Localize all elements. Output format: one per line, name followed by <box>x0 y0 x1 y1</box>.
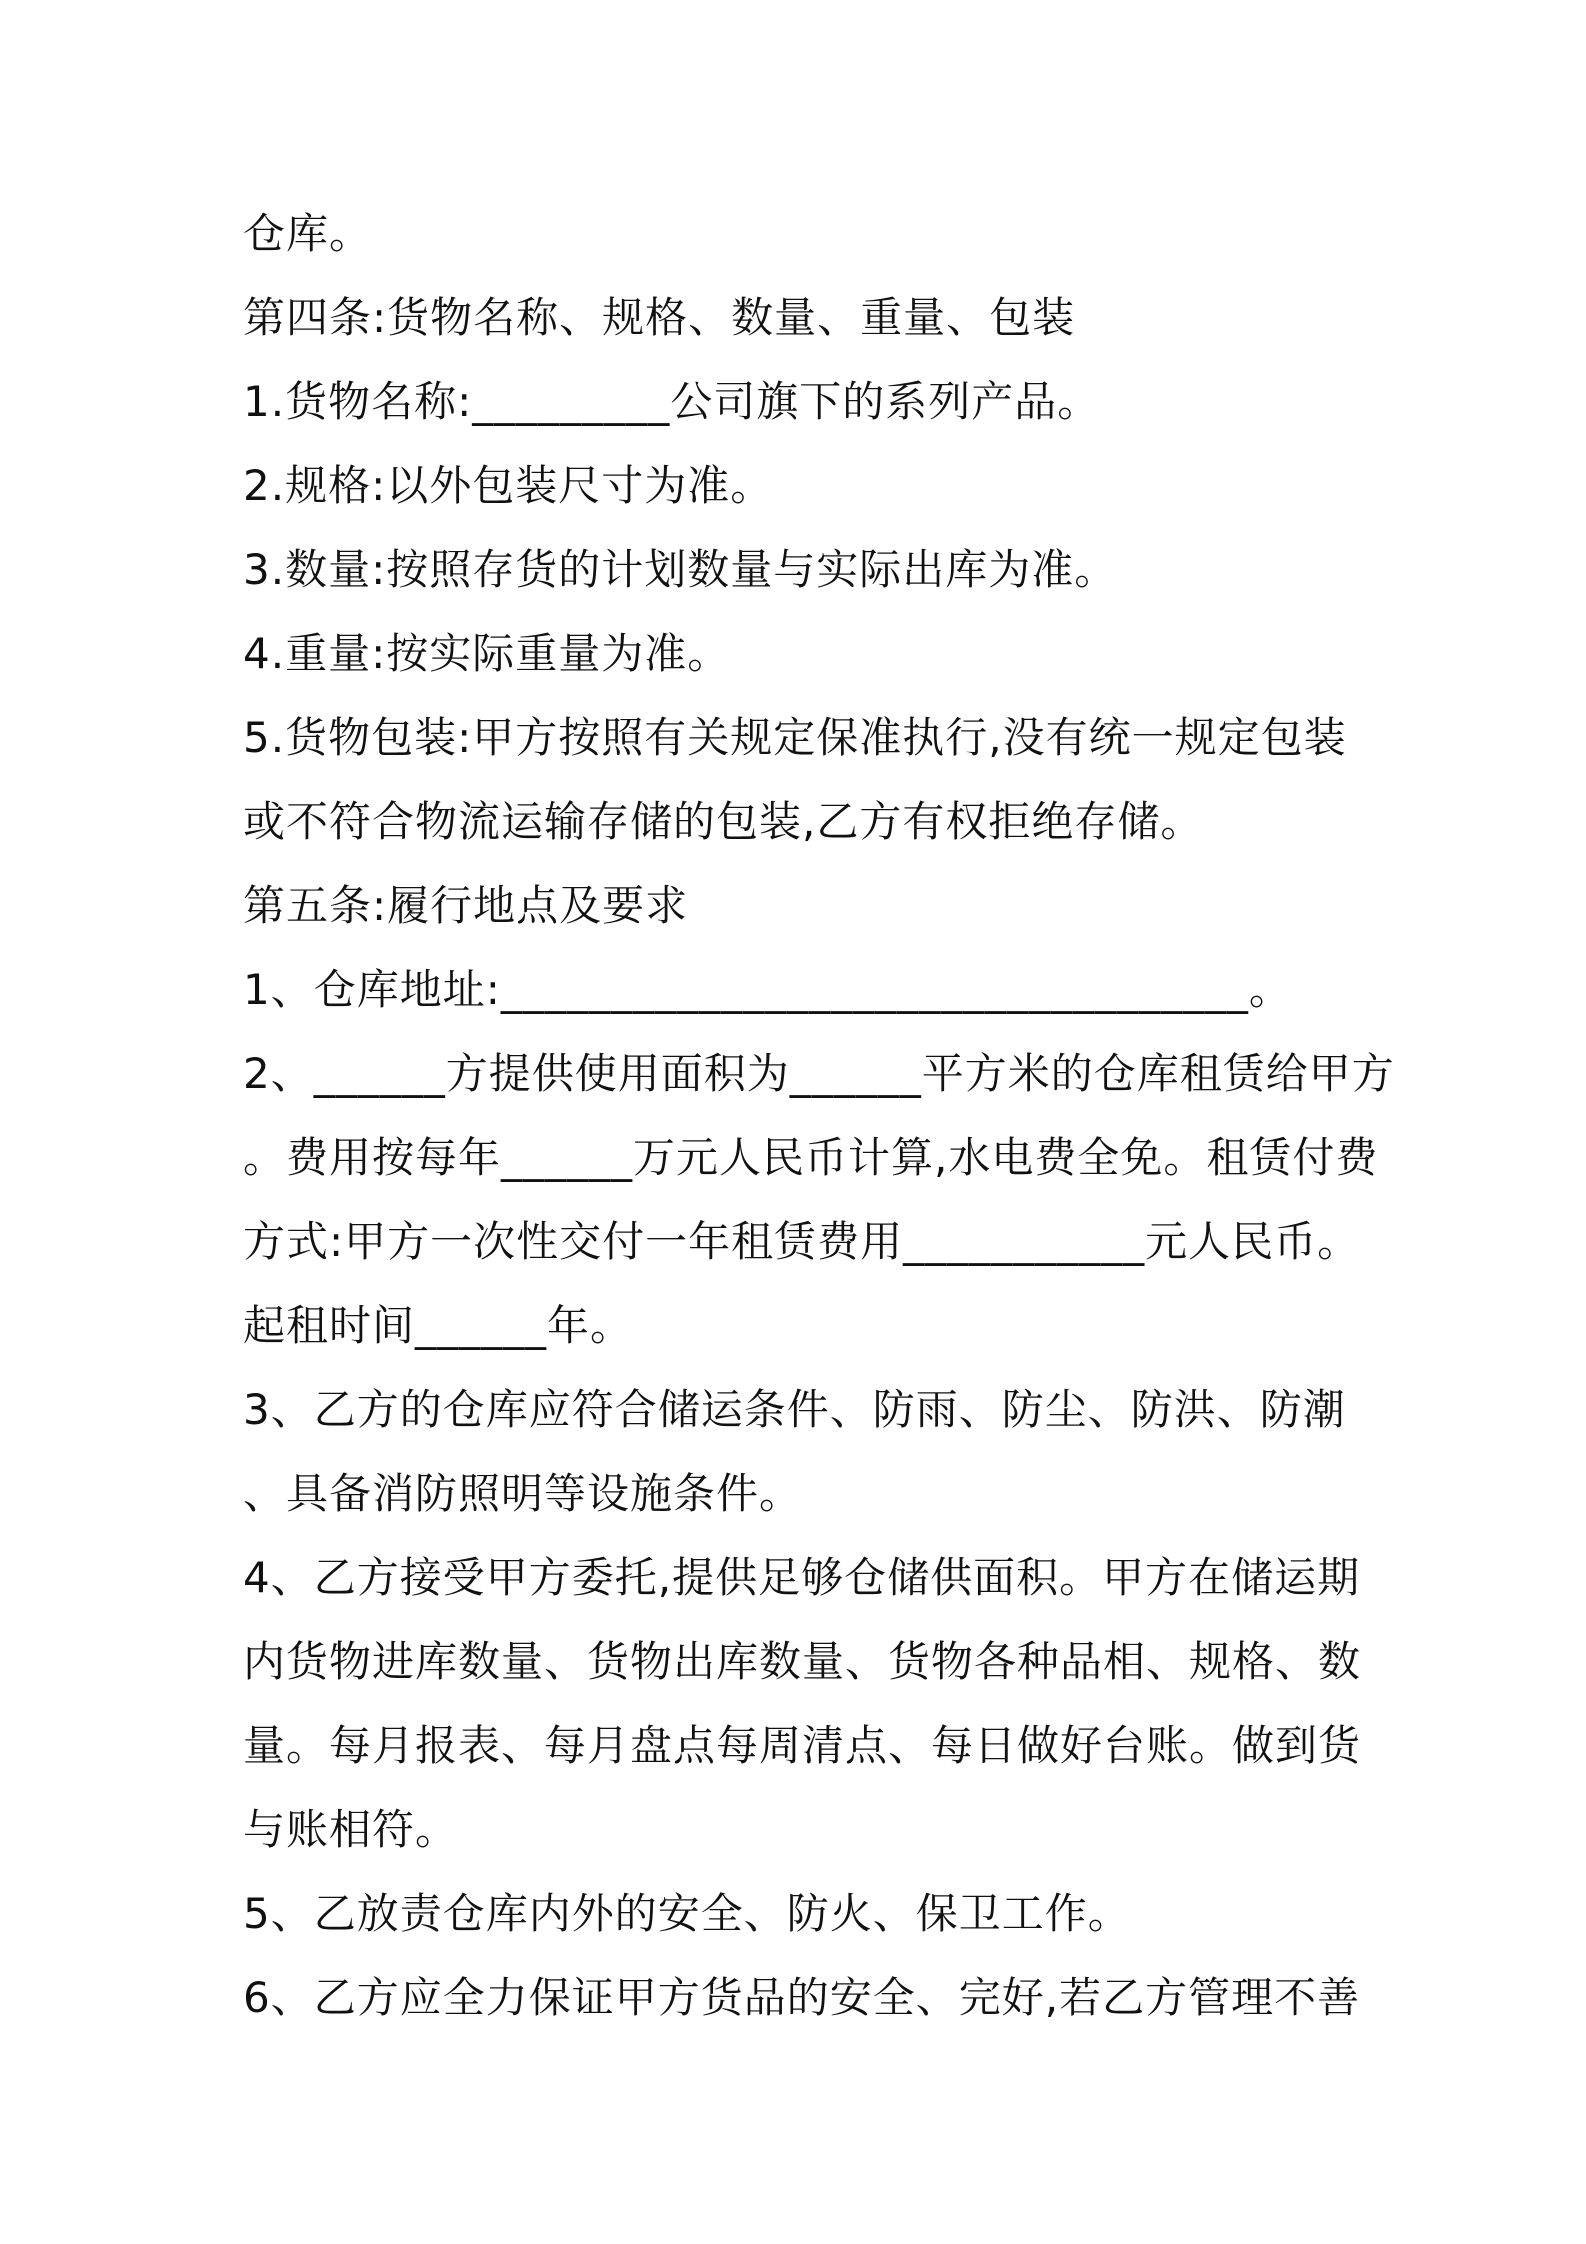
text-line: 方式:甲方一次性交付一年租赁费用___________元人民币。 <box>243 1217 1361 1266</box>
text-line: 内货物进库数量、货物出库数量、货物各种品相、规格、数 <box>243 1637 1362 1686</box>
text-line: 5.货物包装:甲方按照有关规定保准执行,没有统一规定包装 <box>243 713 1347 762</box>
section-heading-article-4: 第四条:货物名称、规格、数量、重量、包装 <box>243 293 1076 342</box>
text-line: 3.数量:按照存货的计划数量与实际出库为准。 <box>243 545 1118 594</box>
text-line: 。费用按每年______万元人民币计算,水电费全免。租赁付费 <box>243 1133 1379 1182</box>
document-body <box>243 192 1395 2040</box>
text-line: 3、乙方的仓库应符合储运条件、防雨、防尘、防洪、防潮 <box>243 1385 1346 1434</box>
text-line: 仓库。 <box>243 209 373 258</box>
text-line: 4.重量:按实际重量为准。 <box>243 629 731 678</box>
text-line: 、具备消防照明等设施条件。 <box>243 1469 803 1518</box>
text-line: 与账相符。 <box>243 1805 459 1854</box>
text-line: 1.货物名称:_________公司旗下的系列产品。 <box>243 377 1101 426</box>
text-line: 6、乙方应全力保证甲方货品的安全、完好,若乙方管理不善 <box>243 1973 1361 2022</box>
text-line: 2、______方提供使用面积为______平方米的仓库租赁给甲方 <box>243 1049 1395 1098</box>
text-line: 4、乙方接受甲方委托,提供足够仓储供面积。甲方在储运期 <box>243 1553 1361 1602</box>
text-line: 2.规格:以外包装尺寸为准。 <box>243 461 774 510</box>
section-heading-article-5: 第五条:履行地点及要求 <box>243 881 689 930</box>
text-line: 5、乙放责仓库内外的安全、防火、保卫工作。 <box>243 1889 1131 1938</box>
text-line: 起租时间______年。 <box>243 1301 634 1350</box>
text-line: 量。每月报表、每月盘点每周清点、每日做好台账。做到货 <box>243 1721 1362 1770</box>
text-line: 或不符合物流运输存储的包装,乙方有权拒绝存储。 <box>243 797 1204 846</box>
text-line: 1、仓库地址:__________________________________。 <box>243 965 1292 1014</box>
